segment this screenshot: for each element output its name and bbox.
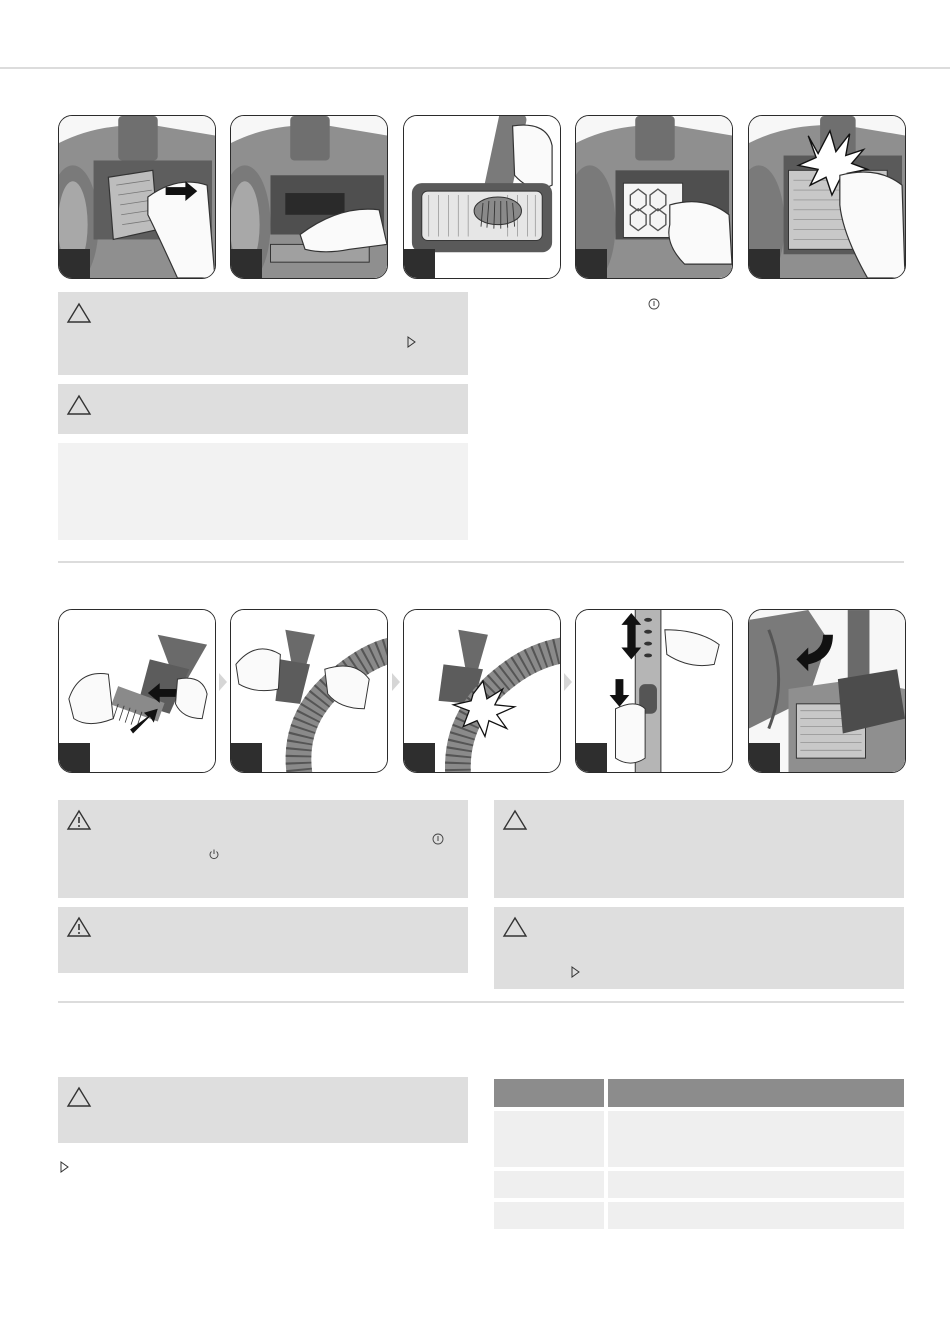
top-divider: [0, 67, 950, 69]
illustration-accessory-step-5: [748, 609, 906, 773]
warning-exclamation-icon: [66, 809, 92, 831]
step-badge: [404, 249, 435, 278]
table-header-cell-2: [608, 1079, 904, 1107]
caution-triangle-icon: [66, 394, 92, 416]
illustration-filter-step-3: [403, 115, 561, 279]
note-box: [58, 443, 468, 540]
warning-box-2: [58, 384, 468, 434]
step-badge: [576, 743, 607, 772]
illustration-accessory-step-1: [58, 609, 216, 773]
table-row-2-cell-2: [608, 1171, 904, 1198]
illustration-accessory-step-2: [230, 609, 388, 773]
next-step-arrow-icon: [391, 672, 401, 692]
power-icon: [208, 848, 220, 860]
step-badge: [749, 743, 780, 772]
play-arrow-icon: [569, 966, 581, 978]
section-divider-1: [58, 561, 904, 563]
table-row-3-cell-1: [494, 1202, 604, 1229]
troubleshooting-table: [494, 1079, 904, 1231]
table-row-1-cell-2: [608, 1111, 904, 1167]
caution-triangle-icon: [66, 1086, 92, 1108]
illustration-accessory-step-3: [403, 609, 561, 773]
info-icon: [648, 298, 660, 310]
section-divider-2: [58, 1001, 904, 1003]
illustration-filter-step-2: [230, 115, 388, 279]
caution-triangle-icon: [502, 809, 528, 831]
step-badge: [59, 743, 90, 772]
warning-box-6: [494, 907, 904, 989]
illustration-filter-step-4: [575, 115, 733, 279]
next-step-arrow-icon: [563, 672, 573, 692]
table-row-1-cell-1: [494, 1111, 604, 1167]
next-step-arrow-icon: [218, 672, 228, 692]
table-row-2-cell-1: [494, 1171, 604, 1198]
illustration-filter-step-5: [748, 115, 906, 279]
step-badge: [749, 249, 780, 278]
step-badge: [59, 249, 90, 278]
warning-box-1: [58, 292, 468, 375]
step-badge: [231, 743, 262, 772]
step-badge: [231, 249, 262, 278]
warning-box-7: [58, 1077, 468, 1143]
illustration-filter-step-1: [58, 115, 216, 279]
warning-box-4: [494, 800, 904, 898]
warning-box-3: [58, 800, 468, 898]
warning-exclamation-icon: [66, 916, 92, 938]
step-badge: [576, 249, 607, 278]
caution-triangle-icon: [502, 916, 528, 938]
warning-box-5: [58, 907, 468, 973]
illustration-accessory-step-4: [575, 609, 733, 773]
caution-triangle-icon: [66, 302, 92, 324]
step-badge: [404, 743, 435, 772]
info-icon: [432, 833, 444, 845]
play-arrow-icon: [405, 336, 417, 348]
play-arrow-icon: [58, 1161, 70, 1173]
table-row-3-cell-2: [608, 1202, 904, 1229]
table-header-cell-1: [494, 1079, 604, 1107]
